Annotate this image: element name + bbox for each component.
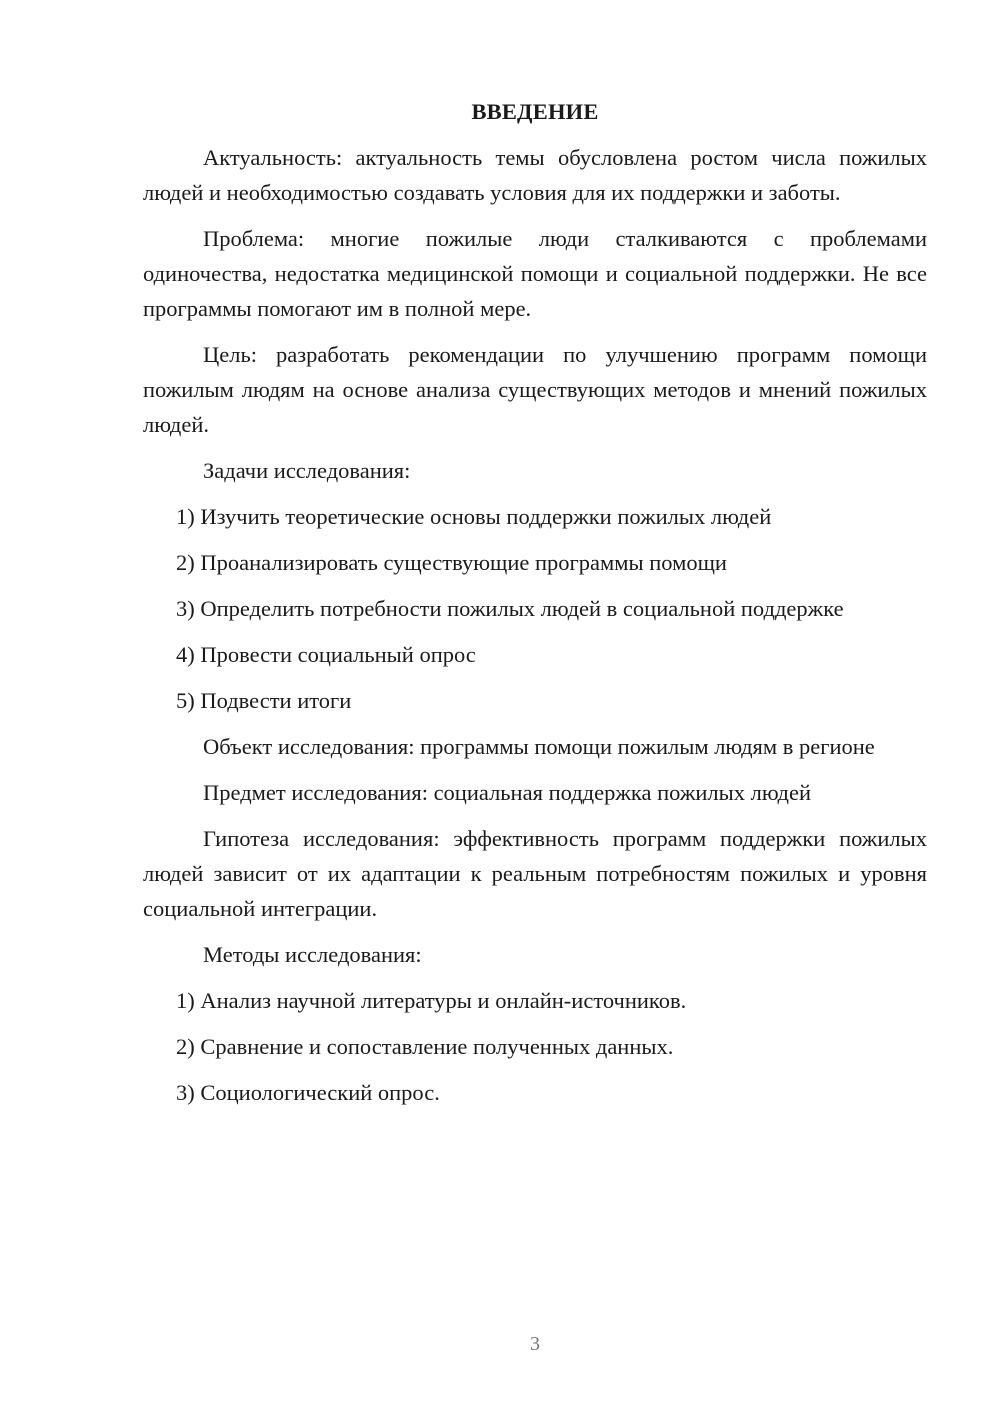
object-paragraph: Объект исследования: программы помощи пожилым людям в регионе xyxy=(203,734,875,759)
method-item-1: 1) Анализ научной литературы и онлайн-источников. xyxy=(176,988,687,1013)
methods-heading: Методы исследования: xyxy=(203,942,422,967)
task-item-5: 5) Подвести итоги xyxy=(176,688,352,713)
relevance-paragraph: Актуальность: актуальность темы обусловлена ростом числа пожилых людей и необходимостью создавать условия для их поддержки и заботы. xyxy=(143,145,927,205)
page-number: 3 xyxy=(530,1333,540,1355)
goal-paragraph: Цель: разработать рекомендации по улучшению программ помощи пожилым людям на основе анализа существующих методов и мнений пожилых людей. xyxy=(143,342,927,437)
task-item-4: 4) Провести социальный опрос xyxy=(176,642,476,667)
hypothesis-paragraph: Гипотеза исследования: эффективность программ поддержки пожилых людей зависит от их адаптации к реальным потребностям пожилых и уровня социальной интеграции. xyxy=(143,826,927,921)
method-item-2: 2) Сравнение и сопоставление полученных данных. xyxy=(176,1034,674,1059)
task-item-1: 1) Изучить теоретические основы поддержки пожилых людей xyxy=(176,504,772,529)
document-body xyxy=(143,94,927,1121)
tasks-heading: Задачи исследования: xyxy=(203,458,411,483)
task-item-2: 2) Проанализировать существующие программы помощи xyxy=(176,550,727,575)
method-item-3: 3) Социологический опрос. xyxy=(176,1080,440,1105)
task-item-3: 3) Определить потребности пожилых людей в социальной поддержке xyxy=(176,596,844,621)
page-title: ВВЕДЕНИЕ xyxy=(471,99,599,124)
problem-paragraph: Проблема: многие пожилые люди сталкиваются с проблемами одиночества, недостатка медицинской помощи и социальной поддержки. Не все программы помогают им в полной мере. xyxy=(143,226,927,321)
subject-paragraph: Предмет исследования: социальная поддержка пожилых людей xyxy=(203,780,811,805)
